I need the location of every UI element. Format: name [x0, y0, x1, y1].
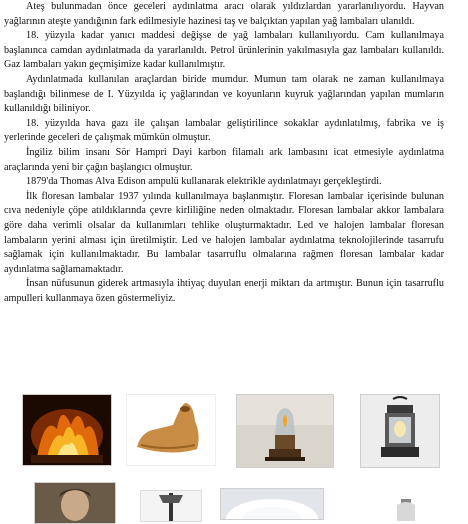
street-lamp-photo [140, 490, 202, 522]
fire-photo [22, 394, 112, 466]
clay-oil-lamp-photo [126, 394, 216, 466]
bulb-photo [384, 490, 428, 522]
image-strip [22, 392, 462, 509]
paragraph-1: Ateş bulunmadan önce geceleri aydınlatma aracı olarak yıldızlardan yararlanılıyordu. Hayvan yağlarının ateşte yandığının fark edilmesiyle hazinesi taş ve balçıktan yapılan yağ lambaları ulanıldı. [4, 1, 444, 27]
portrait-photo [34, 482, 116, 524]
paragraph-3: Aydınlatmada kullanılan araçlardan biride mumdur. Mumun tam olarak ne zaman kullanılmaya başlandığı bilinmese de I. Yüzyılda iç yağlarından ve koyunların kuyruk yağlarından yapılan mumların kullanıldığı biliniyor. [4, 73, 444, 115]
fluorescent-light-photo [220, 488, 324, 520]
paragraph-6: 1879'da Thomas Alva Edison ampulü kullanarak elektrikle aydınlatmayı gerçekleştirdi. [26, 176, 382, 188]
paragraph-5: İngiliz bilim insanı Sör Hampri Dayi karbon filamalı ark lambasını icat etmesiyle aydınlatma araçlarında yeni bir çağın başlangıcı olmuştur. [4, 146, 444, 173]
kerosene-lamp-photo [236, 394, 334, 468]
paragraph-8: İnsan nüfusunun giderek artmasıyla ihtiyaç duyulan enerji miktarı da artmıştır. Bunun için tasarruflu ampulleri kullanmaya özen göstermeliyiz. [4, 278, 444, 304]
document-page [4, 0, 444, 306]
lantern-photo [360, 394, 440, 468]
paragraph-4: 18. yüzyılda hava gazı ile çalışan lambalar geliştirilince sokaklar aydınlatılmış, fabrika ve iş yerlerinde geceleri de çalışmak mümkün olmuştur. [4, 117, 444, 144]
paragraph-7: İlk floresan lambalar 1937 yılında kullanılmaya başlanmıştır. Floresan lambalar içerisinde bulunan cıva nedeniyle çöpe atıldıklarında çevre kirliliğine neden olmaktadır. Floresan lambalar akkor lambalara göre daha verimli olsalar da kullanımları tehlike oluşturmaktadır. Led ve halojen lambalar floresan lambaların yerini alması için üretilmiştir. Led ve halojen lambalar aydınlatma teknolojilerinde tasarrufu sağlamak için kullanılmaktadır. Bu lambalar tasarruflu olmalarına rağmen floresan lambalar kadar aydınlatma sağlamamaktadır. [4, 190, 444, 275]
paragraph-2: 18. yüzyıla kadar yanıcı maddesi değişse de yağ lambaları kullanılıyordu. Cam kullanılmaya başlanınca camdan aydınlatmada da yararlanıldı. Petrol ürünlerinin yakılmasıyla gaz lambaları kullanıldı. Gaz lambaları yakın geçmişimize kadar kullanılmıştır. [4, 30, 444, 71]
